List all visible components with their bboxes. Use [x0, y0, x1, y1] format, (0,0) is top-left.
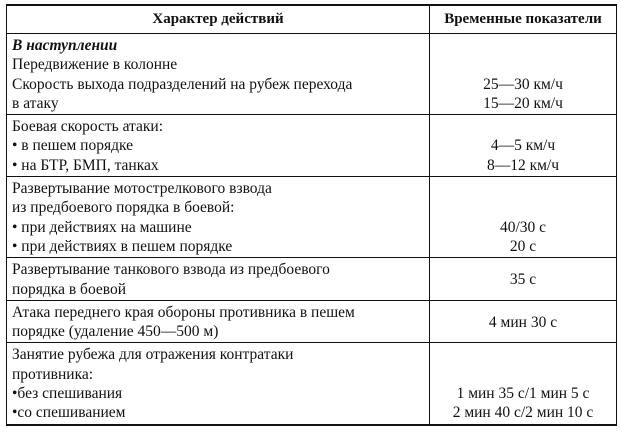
header-time: Временные показатели [430, 5, 617, 34]
action-line: • на БТР, БМП, танках [12, 156, 159, 174]
value-line [433, 55, 613, 74]
action-cell [7, 343, 430, 425]
action-line: Скорость выхода подразделений на рубеж перехода [12, 75, 353, 93]
action-cell [7, 177, 430, 258]
action-line: Боевая скорость атаки: [12, 118, 164, 136]
value-line: 40/30 с [499, 218, 547, 236]
action-cell [7, 300, 430, 343]
action-line: Атака переднего края обороны противника в пешем [12, 303, 355, 321]
value-line [433, 345, 613, 364]
value-line: 2 мин 40 с/2 мин 10 с [452, 404, 594, 422]
table-row [7, 343, 617, 425]
value-line: 35 с [509, 270, 537, 288]
value-line [433, 36, 613, 55]
action-line: порядке (удаление 450—500 м) [12, 323, 219, 341]
value-line: 15—20 км/ч [483, 94, 563, 112]
action-line: •без спешивания [12, 385, 123, 403]
value-line [433, 198, 613, 217]
value-line: 4—5 км/ч [490, 137, 556, 155]
value-line [433, 117, 613, 136]
value-line: 4 мин 30 с [488, 313, 558, 331]
table-row [7, 115, 617, 177]
action-line: в атаку [12, 94, 59, 112]
value-line: 25—30 км/ч [483, 75, 563, 93]
value-line [433, 365, 613, 384]
action-line: Занятие рубежа для отражения контратаки [12, 346, 294, 364]
action-line: •со спешиванием [12, 404, 126, 422]
header-row [7, 5, 617, 34]
value-cell [430, 34, 617, 115]
table-row [7, 177, 617, 258]
value-cell [430, 343, 617, 425]
action-line: из предбоевого порядка в боевой: [12, 199, 235, 217]
header-action: Характер действий [7, 5, 430, 34]
action-line: • в пешем порядке [12, 137, 134, 155]
section-heading: В наступлении [12, 37, 118, 54]
action-line: Развертывание танкового взвода из предбоевого [12, 261, 330, 279]
action-line: Развертывание мотострелкового взвода [12, 180, 272, 198]
value-cell [430, 258, 617, 301]
action-line: противника: [12, 365, 94, 383]
action-line: порядка в боевой [12, 280, 127, 298]
value-line: 20 с [509, 237, 537, 255]
action-cell [7, 115, 430, 177]
value-cell [430, 115, 617, 177]
action-line: • при действиях в пешем порядке [12, 237, 233, 255]
action-cell [7, 34, 430, 115]
value-line: 1 мин 35 с/1 мин 5 с [456, 385, 590, 403]
action-line: • при действиях на машине [12, 218, 192, 236]
table-row [7, 34, 617, 115]
value-cell [430, 300, 617, 343]
action-line: Передвижение в колонне [12, 56, 178, 74]
table-row [7, 258, 617, 301]
action-cell [7, 258, 430, 301]
value-cell [430, 177, 617, 258]
value-line [433, 179, 613, 198]
value-line: 8—12 км/ч [486, 156, 560, 174]
time-indicators-table [6, 4, 617, 426]
table-row [7, 300, 617, 343]
